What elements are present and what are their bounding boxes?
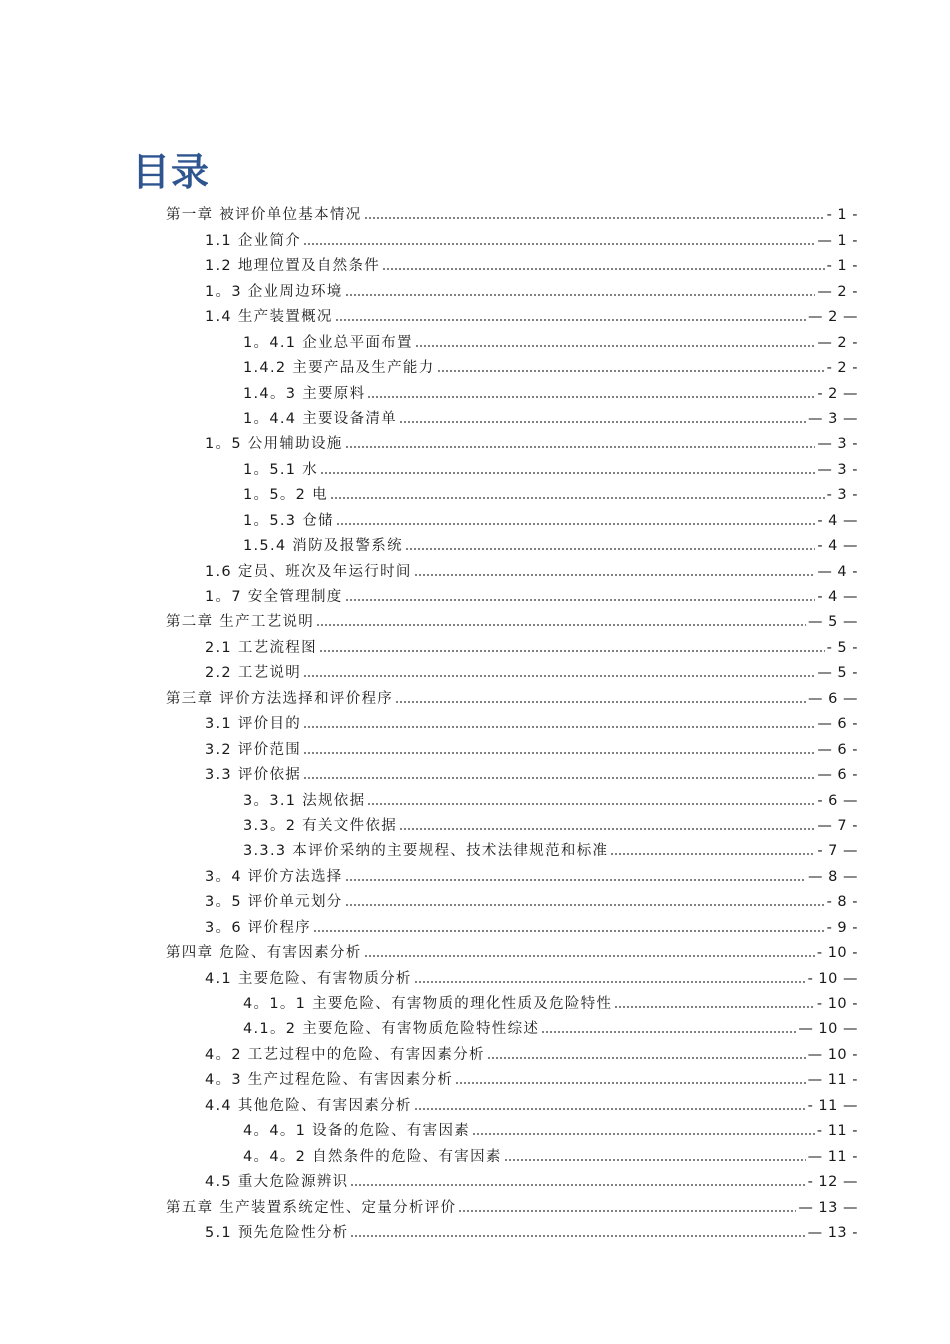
toc-entry-row xyxy=(243,461,858,479)
toc-entry-row xyxy=(243,995,858,1013)
toc-entry-page-number: - 10 - xyxy=(816,996,858,1012)
toc-entry-page-number: - 4 — xyxy=(817,512,858,529)
toc-entry-heading[interactable]: 4。4。1 设备的危险、有害因素 xyxy=(243,1123,471,1140)
dot-leader xyxy=(303,776,815,780)
toc-entry-page-number: - 10 — xyxy=(807,970,858,987)
toc-entry-page-number: - 2 - xyxy=(826,360,858,377)
toc-entry-heading[interactable]: 1。4.1 企业总平面布置 xyxy=(243,334,413,351)
toc-entry-page-number: — 3 - xyxy=(817,436,858,453)
dot-leader xyxy=(399,827,815,831)
toc-entry-page-number: - 10 - xyxy=(816,945,858,962)
toc-entry-heading[interactable]: 1。7 安全管理制度 xyxy=(205,589,343,605)
toc-entry-page-number: - 3 - xyxy=(826,487,858,504)
toc-entry-heading[interactable]: 3.3 评价依据 xyxy=(205,767,302,784)
dot-leader xyxy=(367,395,815,399)
toc-entry-level-3[interactable] xyxy=(0,1013,950,1038)
toc-entry-heading[interactable]: 4.1 主要危险、有害物质分析 xyxy=(205,970,412,987)
toc-entry-level-3[interactable] xyxy=(0,784,950,809)
toc-entry-row xyxy=(205,639,858,657)
toc-entry-page-number: — 6 — xyxy=(808,690,858,707)
toc-entry-page-number: - 9 - xyxy=(826,919,858,936)
toc-entry-page-number: — 2 - xyxy=(817,283,858,300)
dot-leader xyxy=(345,903,825,907)
toc-entry-heading[interactable]: 4.5 重大危险源辨识 xyxy=(205,1174,349,1191)
toc-entry-level-3[interactable] xyxy=(0,326,950,351)
toc-entry-level-2[interactable] xyxy=(0,1064,950,1089)
toc-entry-row xyxy=(205,1224,858,1242)
dot-leader xyxy=(313,929,825,933)
toc-entry-heading[interactable]: 1。5 公用辅助设施 xyxy=(205,436,343,453)
toc-entry-heading[interactable]: 第五章 生产装置系统定性、定量分析评价 xyxy=(166,1199,457,1216)
toc-entry-row xyxy=(243,512,858,530)
toc-entry-row xyxy=(166,613,858,631)
toc-entry-page-number: - 2 — xyxy=(817,385,858,402)
toc-entry-level-3[interactable] xyxy=(0,352,950,377)
dot-leader xyxy=(303,674,815,678)
toc-entry-heading[interactable]: 第一章 被评价单位基本情况 xyxy=(166,207,362,224)
toc-entry-level-2[interactable] xyxy=(0,1166,950,1191)
toc-entry-level-2[interactable] xyxy=(0,886,950,911)
toc-entry-row xyxy=(243,359,858,377)
toc-entry-heading[interactable]: 4。2 工艺过程中的危险、有害因素分析 xyxy=(205,1046,485,1063)
toc-entry-level-1[interactable] xyxy=(0,199,950,224)
toc-entry-row xyxy=(243,334,858,352)
toc-entry-heading[interactable]: 1.5.4 消防及报警系统 xyxy=(243,538,403,555)
toc-entry-page-number: - 12 — xyxy=(807,1174,858,1191)
toc-entry-row xyxy=(166,1199,858,1217)
toc-entry-page-number: - 11 — xyxy=(807,1097,858,1114)
toc-entry-row xyxy=(205,308,858,326)
toc-entry-level-1[interactable] xyxy=(0,1191,950,1216)
toc-entry-heading[interactable]: 3.3.3 本评价采纳的主要规程、技术法律规范和标准 xyxy=(243,843,609,860)
toc-entry-row xyxy=(205,664,858,682)
toc-entry-level-2[interactable] xyxy=(0,301,950,326)
toc-entry-page-number: - 8 - xyxy=(826,894,858,911)
toc-entry-heading[interactable]: 4。4。2 自然条件的危险、有害因素 xyxy=(243,1148,502,1165)
dot-leader xyxy=(335,318,806,322)
toc-entry-level-3[interactable] xyxy=(0,1140,950,1165)
toc-entry-level-1[interactable] xyxy=(0,937,950,962)
toc-entry-heading[interactable]: 第三章 评价方法选择和评价程序 xyxy=(166,690,394,707)
toc-entry-page-number: — 10 — xyxy=(798,1021,858,1038)
toc-entry-heading[interactable]: 第二章 生产工艺说明 xyxy=(166,614,315,631)
toc-entry-level-1[interactable] xyxy=(0,606,950,631)
toc-entry-page-number: — 8 — xyxy=(808,868,858,885)
toc-title: 目录 xyxy=(132,150,211,194)
toc-entry-level-3[interactable] xyxy=(0,479,950,504)
toc-entry-page-number: — 11 - xyxy=(807,1072,858,1089)
toc-entry-page-number: — 3 — xyxy=(808,410,858,427)
dot-leader xyxy=(487,1056,806,1060)
toc-entry-row xyxy=(166,206,858,224)
toc-entry-row xyxy=(243,842,858,860)
toc-entry-level-2[interactable] xyxy=(0,911,950,936)
toc-entry-level-2[interactable] xyxy=(0,631,950,656)
dot-leader xyxy=(437,369,825,373)
dot-leader xyxy=(541,1030,796,1034)
toc-entry-level-2[interactable] xyxy=(0,708,950,733)
toc-entry-level-3[interactable] xyxy=(0,377,950,402)
toc-entry-heading[interactable]: 第四章 危险、有害因素分析 xyxy=(166,945,362,962)
dot-leader xyxy=(382,267,825,271)
dot-leader xyxy=(414,573,816,577)
toc-entry-heading[interactable]: 1.4 生产装置概况 xyxy=(205,309,333,326)
toc-entry-row xyxy=(243,1122,858,1140)
toc-entry-level-2[interactable] xyxy=(0,657,950,682)
dot-leader xyxy=(458,1209,796,1213)
toc-entry-page-number: — 7 - xyxy=(817,817,858,834)
toc-entry-level-2[interactable] xyxy=(0,555,950,580)
toc-entry-level-2[interactable] xyxy=(0,581,950,606)
dot-leader xyxy=(364,216,825,220)
toc-entry-heading[interactable]: 3。3.1 法规依据 xyxy=(243,792,366,809)
toc-entry-page-number: - 4 — xyxy=(817,589,858,605)
dot-leader xyxy=(455,1081,805,1085)
toc-entry-heading[interactable]: 3.2 评价范围 xyxy=(205,741,302,758)
toc-entry-level-3[interactable] xyxy=(0,504,950,529)
toc-entry-level-3[interactable] xyxy=(0,530,950,555)
toc-entry-row xyxy=(243,410,858,428)
dot-leader xyxy=(614,1005,815,1009)
toc-entry-page-number: — 10 - xyxy=(807,1046,858,1063)
toc-entry-row xyxy=(243,817,858,835)
dot-leader xyxy=(405,547,815,551)
toc-entry-row xyxy=(205,970,858,988)
toc-entry-heading[interactable]: 3。4 评价方法选择 xyxy=(205,868,343,885)
toc-entry-row xyxy=(205,588,858,606)
toc-entry-heading[interactable]: 4.1。2 主要危险、有害物质危险特性综述 xyxy=(243,1021,540,1038)
toc-entry-level-1[interactable] xyxy=(0,682,950,707)
toc-entry-heading[interactable]: 3。6 评价程序 xyxy=(205,919,311,936)
toc-entry-heading[interactable]: 2.1 工艺流程图 xyxy=(205,639,317,656)
dot-leader xyxy=(350,1234,805,1238)
toc-entry-heading[interactable]: 1.4。3 主要原料 xyxy=(243,385,366,402)
toc-entry-page-number: — 6 - xyxy=(817,716,858,733)
toc-entry-row xyxy=(243,1148,858,1166)
dot-leader xyxy=(316,623,806,627)
toc-entry-page-number: — 6 - xyxy=(817,741,858,758)
toc-entry-heading[interactable]: 2.2 工艺说明 xyxy=(205,665,302,682)
toc-entry-heading[interactable]: 4。1。1 主要危险、有害物质的理化性质及危险特性 xyxy=(243,996,613,1012)
dot-leader xyxy=(350,1183,805,1187)
dot-leader xyxy=(303,242,815,246)
dot-leader xyxy=(472,1132,815,1136)
toc-entry-heading[interactable]: 1。5.3 仓储 xyxy=(243,512,334,529)
toc-entry-row xyxy=(205,283,858,301)
toc-entry-row xyxy=(205,1097,858,1115)
toc-entry-heading[interactable]: 4.4 其他危险、有害因素分析 xyxy=(205,1097,412,1114)
toc-entry-heading[interactable]: 1.1 企业简介 xyxy=(205,232,302,249)
toc-entry-heading[interactable]: 3。5 评价单元划分 xyxy=(205,894,343,911)
toc-entry-heading[interactable]: 3.3。2 有关文件依据 xyxy=(243,817,397,834)
toc-entry-row xyxy=(205,563,858,581)
toc-entry-row xyxy=(205,868,858,886)
dot-leader xyxy=(303,725,815,729)
toc-entry-row xyxy=(205,1046,858,1064)
toc-entry-heading[interactable]: 1.4.2 主要产品及生产能力 xyxy=(243,360,435,377)
toc-entry-level-2[interactable] xyxy=(0,860,950,885)
dot-leader xyxy=(399,420,806,424)
toc-entry-row xyxy=(205,257,858,275)
dot-leader xyxy=(367,802,815,806)
toc-entry-level-2[interactable] xyxy=(0,962,950,987)
toc-entry-heading[interactable]: 1。3 企业周边环境 xyxy=(205,283,343,300)
dot-leader xyxy=(610,852,815,856)
dot-leader xyxy=(303,751,815,755)
toc-entry-page-number: — 1 - xyxy=(817,232,858,249)
toc-entry-page-number: — 6 - xyxy=(817,767,858,784)
toc-entry-page-number: — 11 - xyxy=(807,1148,858,1165)
toc-entry-heading[interactable]: 1。5。2 电 xyxy=(243,487,328,504)
dot-leader xyxy=(319,649,825,653)
dot-leader xyxy=(395,700,806,704)
toc-entry-page-number: — 13 - xyxy=(807,1224,858,1241)
toc-entry-row xyxy=(166,690,858,708)
toc-entry-row xyxy=(166,944,858,962)
toc-entry-level-3[interactable] xyxy=(0,453,950,478)
toc-entry-level-2[interactable] xyxy=(0,250,950,275)
toc-entry-level-2[interactable] xyxy=(0,759,950,784)
toc-entry-page-number: - 5 - xyxy=(826,639,858,656)
toc-entry-level-3[interactable] xyxy=(0,835,950,860)
dot-leader xyxy=(414,1107,806,1111)
toc-entry-row xyxy=(205,715,858,733)
toc-entry-row xyxy=(243,1020,858,1038)
toc-entry-heading[interactable]: 3.1 评价目的 xyxy=(205,716,302,733)
toc-entry-level-2[interactable] xyxy=(0,1089,950,1114)
dot-leader xyxy=(345,293,816,297)
toc-entry-row xyxy=(243,385,858,403)
dot-leader xyxy=(336,522,816,526)
toc-entry-heading[interactable]: 1.6 定员、班次及年运行时间 xyxy=(205,563,412,580)
dot-leader xyxy=(345,598,816,602)
toc-entry-level-2[interactable] xyxy=(0,1217,950,1242)
toc-entry-row xyxy=(243,792,858,810)
toc-entry-row xyxy=(205,232,858,250)
toc-entry-page-number: — 5 — xyxy=(808,614,858,631)
toc-entry-level-3[interactable] xyxy=(0,1115,950,1140)
dot-leader xyxy=(415,344,816,348)
toc-entry-page-number: — 13 — xyxy=(798,1199,858,1216)
table-of-contents xyxy=(0,199,950,1242)
toc-entry-heading[interactable]: 1.2 地理位置及自然条件 xyxy=(205,258,381,275)
toc-entry-level-3[interactable] xyxy=(0,988,950,1013)
toc-entry-level-2[interactable] xyxy=(0,224,950,249)
dot-leader xyxy=(345,878,806,882)
toc-entry-page-number: — 3 - xyxy=(817,461,858,478)
toc-entry-row xyxy=(205,919,858,937)
dot-leader xyxy=(414,980,806,984)
toc-entry-level-3[interactable] xyxy=(0,403,950,428)
toc-entry-heading[interactable]: 4。3 生产过程危险、有害因素分析 xyxy=(205,1072,454,1089)
toc-entry-row xyxy=(205,1173,858,1191)
toc-entry-row xyxy=(205,435,858,453)
toc-entry-level-2[interactable] xyxy=(0,428,950,453)
toc-entry-page-number: - 6 — xyxy=(817,792,858,809)
toc-entry-heading[interactable]: 1。5.1 水 xyxy=(243,461,318,478)
toc-entry-page-number: - 1 - xyxy=(826,258,858,275)
toc-entry-page-number: - 11 - xyxy=(816,1123,858,1140)
toc-entry-page-number: - 7 — xyxy=(817,843,858,860)
toc-entry-page-number: — 2 — xyxy=(808,309,858,326)
toc-entry-page-number: — 4 - xyxy=(817,563,858,580)
toc-entry-level-2[interactable] xyxy=(0,733,950,758)
dot-leader xyxy=(345,445,816,449)
toc-entry-level-2[interactable] xyxy=(0,1038,950,1063)
toc-entry-row xyxy=(205,766,858,784)
toc-entry-row xyxy=(205,741,858,759)
toc-entry-page-number: - 1 - xyxy=(826,207,858,224)
toc-entry-page-number: - 4 — xyxy=(817,538,858,555)
dot-leader xyxy=(330,496,825,500)
dot-leader xyxy=(504,1158,806,1162)
dot-leader xyxy=(364,954,815,958)
dot-leader xyxy=(320,471,815,475)
toc-entry-row xyxy=(205,893,858,911)
toc-entry-row xyxy=(243,537,858,555)
toc-entry-row xyxy=(205,1071,858,1089)
toc-entry-heading[interactable]: 1。4.4 主要设备清单 xyxy=(243,410,397,427)
toc-entry-page-number: — 5 - xyxy=(817,665,858,682)
toc-entry-level-3[interactable] xyxy=(0,810,950,835)
toc-entry-page-number: — 2 - xyxy=(817,334,858,351)
toc-entry-heading[interactable]: 5.1 预先危险性分析 xyxy=(205,1224,349,1241)
toc-entry-level-2[interactable] xyxy=(0,275,950,300)
toc-entry-row xyxy=(243,486,858,504)
